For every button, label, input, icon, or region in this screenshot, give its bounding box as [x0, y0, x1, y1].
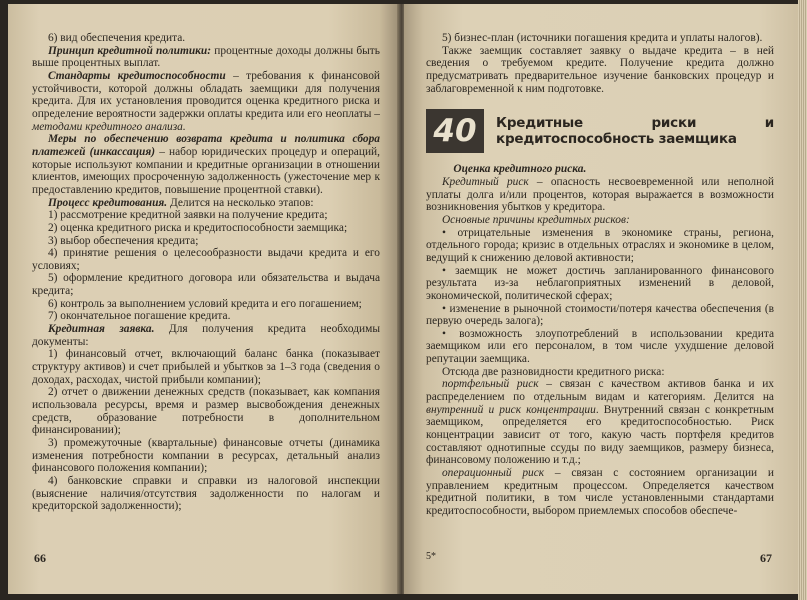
section-number-badge: 40 — [426, 109, 484, 153]
right-page — [404, 4, 798, 594]
paragraph — [426, 45, 774, 96]
paragraph — [32, 235, 380, 248]
bullet-item — [426, 227, 774, 265]
paragraph — [32, 32, 380, 45]
paragraph-text: . Внутренний связан с конкретным заемщиком, определяется его кредитоспособностью. Риск концентрации зависит от того, какую часть портфеля кредитов составляют однотипные ссуды по виду заемщиков, размеру бизнеса, финансовому положению и т.д.; — [426, 403, 775, 467]
term-lead: Меры по обеспечению возврата кредита и политика сбора платежей (инкассация) — [32, 133, 380, 158]
term-lead: Кредитная заявка. — [47, 323, 155, 336]
paragraph-text: 6) контроль за выполнением условий кредита и его погашением; — [47, 297, 362, 310]
bullet-icon: • — [441, 226, 458, 239]
left-page-number: 66 — [34, 551, 46, 565]
paragraph-text: 1) рассмотрение кредитной заявки на получение кредита; — [47, 209, 328, 222]
paragraph-text: 2) оценка кредитного риска и кредитоспособности заемщика; — [47, 221, 348, 234]
paragraph — [32, 298, 380, 311]
right-page-text — [426, 32, 774, 518]
book-spread — [8, 4, 798, 594]
paragraph-text: Отсюда две разновидности кредитного риска: — [441, 365, 665, 378]
paragraph-text: 5) оформление кредитного договора или обязательства и выдача кредита; — [32, 272, 380, 298]
paragraph — [426, 214, 774, 227]
paragraph-text: возможность злоупотреблений в использовании кредита заемщиком или его персоналом, в том числе ухудшение деловой репутации заемщика. — [426, 327, 774, 366]
paragraph — [32, 197, 380, 210]
paragraph — [32, 133, 380, 196]
signature-mark: 5* — [426, 551, 436, 562]
paragraph — [32, 386, 380, 437]
paragraph — [426, 32, 774, 45]
bullet-item — [426, 303, 774, 328]
term-lead: портфельный риск — [441, 378, 539, 391]
paragraph — [426, 467, 774, 518]
bullet-icon: • — [441, 264, 456, 277]
paragraph-text: заемщик не может достичь запланированного финансового результата из-за неблагоприятных изменений в деловой, экономической, политической сферах; — [426, 264, 774, 302]
term-lead: Стандарты кредитоспособности — [47, 69, 226, 82]
paragraph — [32, 348, 380, 386]
paragraph-text: 3) выбор обеспечения кредита; — [47, 234, 199, 247]
term-lead: Процесс кредитования. — [47, 196, 168, 209]
paragraph-text: Делится на несколько этапов: — [167, 196, 314, 209]
paragraph-text: процентные доходы должны быть выше процентных выплат. — [32, 44, 380, 70]
paragraph-text: 5) бизнес-план (источники погашения кредита и уплаты налогов). — [441, 32, 763, 44]
italic-phrase: методами кредитного анализа. — [32, 120, 186, 133]
paragraph — [32, 475, 380, 513]
italic-phrase: внутренний и риск концентрации — [426, 403, 596, 416]
paragraph-text: 1) финансовый отчет, включающий баланс банка (показывает структуру активов) и счет прибылей и убытков за 1–3 года (сведения о доходах, расходах, чистой прибыли компании); — [32, 348, 380, 386]
paragraph — [32, 247, 380, 272]
paragraph-text: 6) вид обеспечения кредита. — [47, 32, 186, 44]
bullet-item — [426, 265, 774, 303]
paragraph-text: 7) окончательное погашение кредита. — [47, 310, 231, 323]
term-lead: Основные причины кредитных рисков: — [441, 213, 630, 226]
paragraph — [32, 70, 380, 133]
paragraph-text: Для получения кредита необходимы документы: — [32, 323, 381, 348]
paragraph — [426, 366, 774, 379]
section-title: Кредитные риски и кредитоспособность заемщика — [496, 115, 774, 148]
right-page-number: 67 — [760, 551, 772, 565]
paragraph-text: Также заемщик составляет заявку о выдаче кредита – в ней сведения о требуемом кредите. Получение кредита должно предусматривать предварительное изучение банковских процедур и заблаговременной к ним подготовке. — [426, 44, 774, 95]
term-lead: Кредитный риск — [441, 175, 529, 188]
paragraph-text: 4) банковские справки и справки из налоговой инспекции (выяснение наличия/отсутствия задолженности по налогам и кредиторской задолженности); — [32, 474, 380, 513]
bullet-icon: • — [441, 327, 460, 340]
left-page-text — [32, 32, 380, 513]
paragraph — [32, 45, 380, 70]
paragraph-text: отрицательные изменения в экономике страны, региона, отдельного города; кризис в отдельных отраслях и экономике в целом, ведущий к снижению деловой активности; — [426, 226, 774, 264]
page-edges — [798, 0, 807, 600]
paragraph-text: – требования к финансовой устойчивости, которой должны обладать заемщики для получения кредита. Для их установления проводится оценка кредитного риска и определение вероятности задержки оплаты кредита или его неоплаты – — [32, 69, 380, 120]
term-lead: Принцип кредитной политики: — [47, 44, 212, 57]
paragraph — [32, 310, 380, 323]
paragraph-text: 4) принятие решения о целесообразности выдачи кредита и его условиях; — [32, 247, 380, 272]
paragraph-text: – опасность несвоевременной или неполной уплаты долга и/или процентов, которая выражается в возможности возникновения убытков у кредитора. — [426, 175, 774, 214]
bullet-icon: • — [441, 302, 450, 315]
paragraph — [32, 323, 380, 348]
section-heading — [426, 109, 774, 153]
paragraph — [32, 437, 380, 475]
paragraph — [32, 272, 380, 297]
subheading: Оценка кредитного риска. — [453, 163, 587, 176]
paragraph-text: – связан с качеством активов банка и их распределением по отдельным видам и категориям. Делится на — [426, 378, 774, 404]
paragraph-text: 2) отчет о движении денежных средств (показывает, как компания использовала ресурсы, время и размер высвобождения денежных средств, образование потребности в дополнительном финансировании); — [32, 386, 380, 437]
paragraph-text: изменение в рыночной стоимости/потеря качества обеспечения (в первую очередь залога); — [426, 302, 774, 328]
paragraph — [426, 378, 774, 467]
paragraph-text: – набор юридических процедур и операций, которые используют компании и кредитные организации в отношении клиентов, имеющих просроченную задолженность (ужесточение мер к предоставлению кредитов, повышение процентной ставки). — [32, 145, 380, 196]
term-lead: операционный риск — [441, 467, 545, 480]
paragraph — [32, 222, 380, 235]
paragraph-text: 3) промежуточные (квартальные) финансовые отчеты (динамика изменения потребности компании в ресурсах, детальный анализ финансового положения компании); — [32, 437, 380, 475]
paragraph — [32, 209, 380, 222]
left-page — [8, 4, 399, 594]
paragraph-text: – связан с состоянием организации и управлением кредитным процессом. Определяется качеством кредитной политики, в том числе установленными стандартами кредитоспособности, выбором приемлемых способов обеспече- — [426, 467, 774, 517]
paragraph — [426, 176, 774, 214]
bullet-item — [426, 328, 774, 366]
